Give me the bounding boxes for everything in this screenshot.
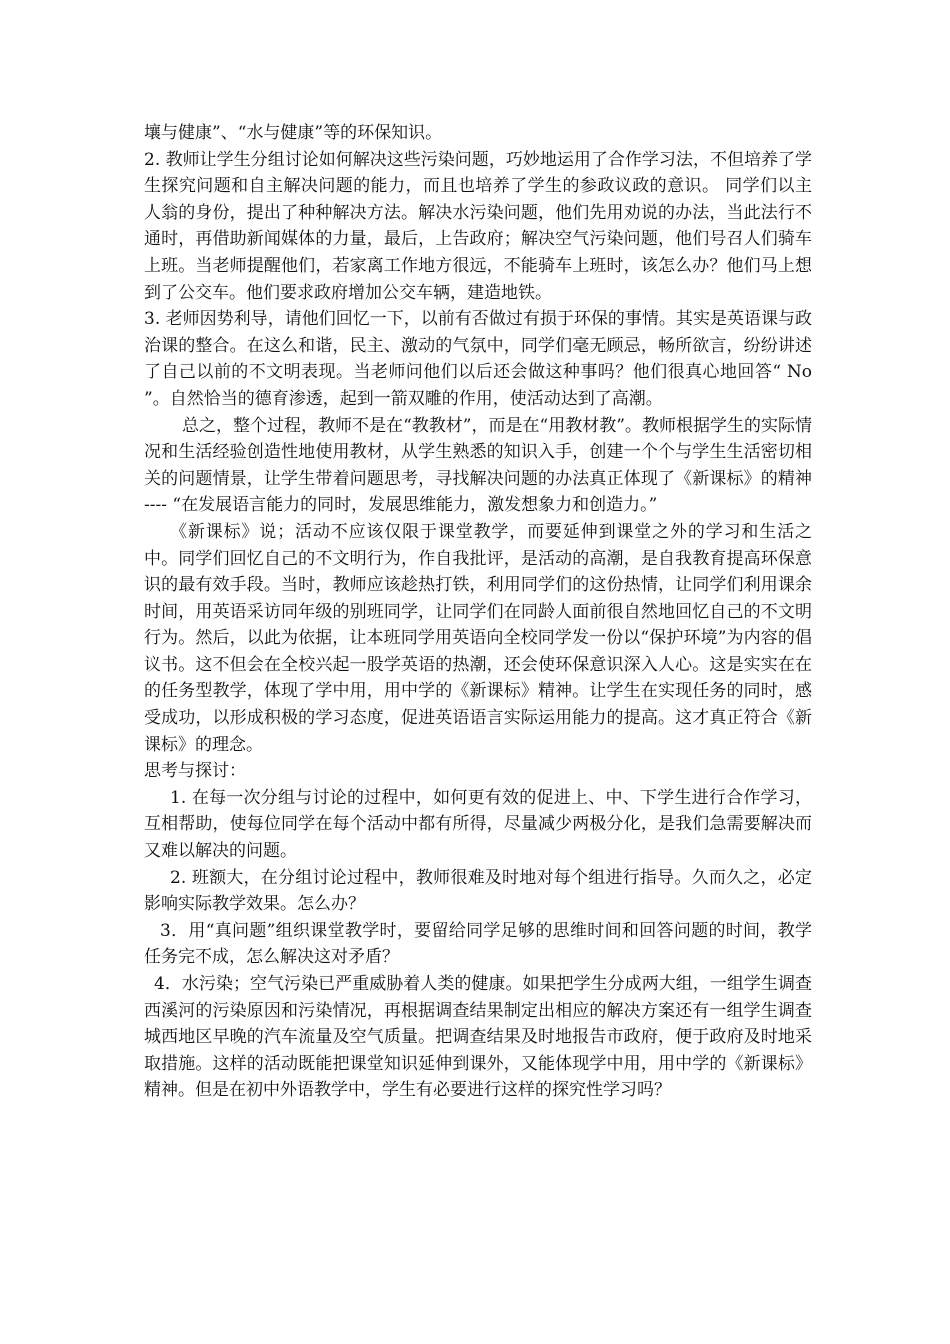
paragraph-summary: 总之，整个过程，教师不是在“教教材”，而是在“用教材教”。教师根据学生的实际情况和生活经验创造性地使用教材，从学生熟悉的知识入手，创建一个个与学生生活密切相关的问题情景，让学生带着问题思考，寻找解决问题的办法真正体现了《新课标》的精神 ---- “在发展语言能力的同时，发展思维能力，激发想象力和创造力。”	[144, 415, 812, 516]
paragraph-curriculum-standard: 《新课标》说；活动不应该仅限于课堂教学，而要延伸到课堂之外的学习和生活之中。同学们回忆自己的不文明行为，作自我批评，是活动的高潮，是自我教育提高环保意识的最有效手段。当时，教师应该趁热打铁，利用同学们的这份热情，让同学们利用课余时间，用英语采访同年级的别班同学，让同学们在同龄人面前很自然地回忆自己的不文明行为。然后，以此为依据，让本班同学用英语向全校同学发一份以“保护环境”为内容的倡议书。这不但会在全校兴起一股学英语的热潮，还会使环保意识深入人心。这是实实在在的任务型教学，体现了学中用，用中学的《新课标》精神。让学生在实现任务的同时，感受成功，以形成积极的学习态度，促进英语语言实际运用能力的提高。这才真正符合《新课标》的理念。	[144, 521, 812, 755]
paragraph-point-3: 3. 老师因势利导，请他们回忆一下，以前有否做过有损于环保的事情。其实是英语课与政治课的整合。在这么和谐，民主、激动的气氛中，同学们毫无顾忌，畅所欲言，纷纷讲述了自己以前的不文明表现。当老师问他们以后还会做这种事吗？他们很真心地回答“ No ”。自然恰当的德育渗透，起到一箭双雕的作用，使活动达到了高潮。	[144, 309, 812, 409]
paragraph-point-2: 2. 教师让学生分组讨论如何解决这些污染问题，巧妙地运用了合作学习法，不但培养了学生探究问题和自主解决问题的能力，而且也培养了学生的参政议政的意识。 同学们以主人翁的身份，提出了种种解决方法。解决水污染问题，他们先用劝说的办法，当此法行不通时，再借助新闻媒体的力量，最后，上告政府；解决空气污染问题，他们号召人们骑车上班。当老师提醒他们，若家离工作地方很远，不能骑车上班时，该怎么办？他们马上想到了公交车。他们要求政府增加公交车辆，建造地铁。	[144, 149, 812, 303]
section-heading-reflection: 思考与探讨：	[144, 761, 246, 782]
paragraph-continuation: 壤与健康”、“水与健康”等的环保知识。	[144, 123, 443, 143]
reflection-item-3: 3．用“真问题”组织课堂教学时，要留给同学足够的思维时间和回答问题的时间，教学任务完不成，怎么解决这对矛盾？	[144, 920, 812, 968]
reflection-item-4: 4．水污染；空气污染已严重威胁着人类的健康。如果把学生分成两大组，一组学生调查西溪河的污染原因和污染情况，再根据调查结果制定出相应的解决方案还有一组学生调查城西地区早晚的汽车流量及空气质量。把调查结果及时地报告市政府，便于政府及时地采取措施。这样的活动既能把课堂知识延伸到课外，又能体现学中用，用中学的《新课标》精神。但是在初中外语教学中，学生有必要进行这样的探究性学习吗？	[144, 974, 812, 1101]
document-body	[144, 120, 812, 1104]
reflection-item-2: 2. 班额大，在分组讨论过程中，教师很难及时地对每个组进行指导。久而久之，必定影响实际教学效果。怎么办？	[144, 867, 812, 915]
reflection-item-1: 1. 在每一次分组与讨论的过程中，如何更有效的促进上、中、下学生进行合作学习，互相帮助，使每位同学在每个活动中都有所得，尽量减少两极分化，是我们急需要解决而又难以解决的问题。	[144, 787, 812, 862]
